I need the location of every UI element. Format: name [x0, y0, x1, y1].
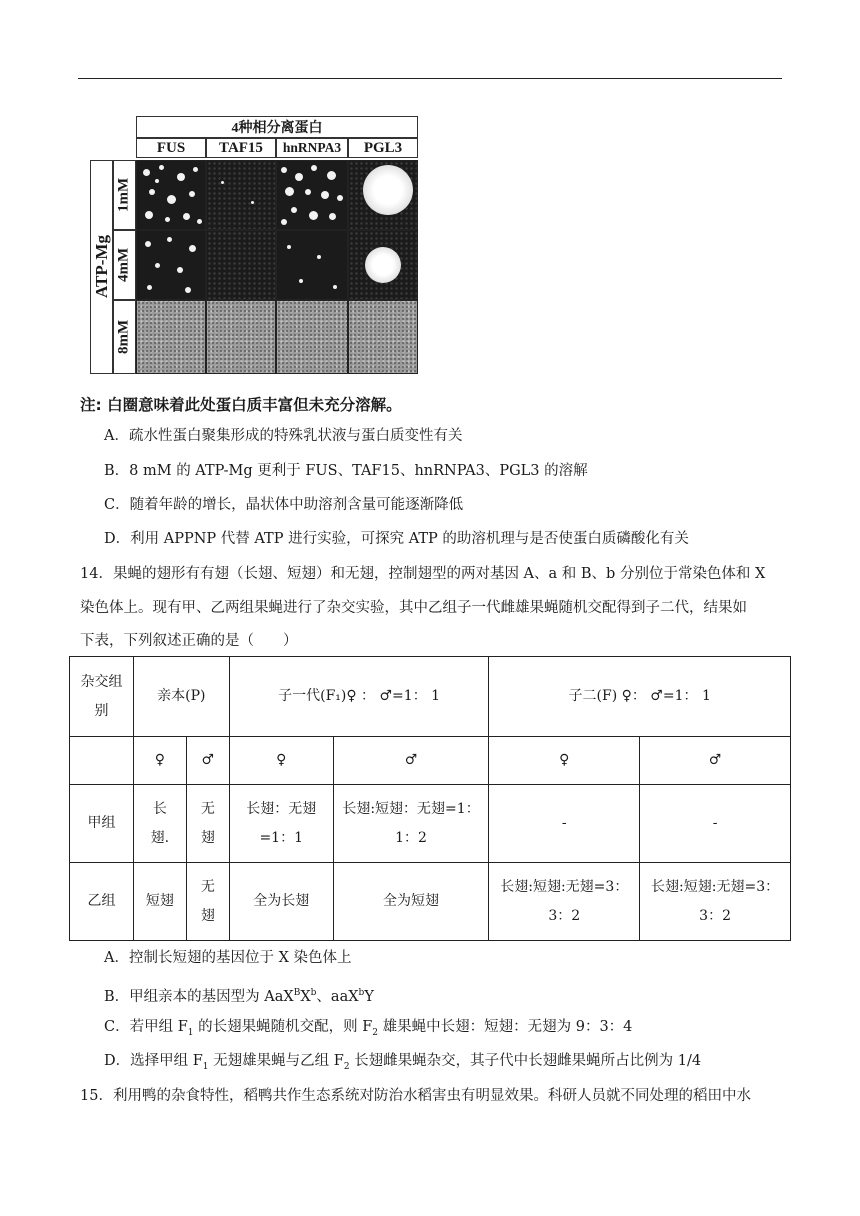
header-f2: 子二(F) ♀： ♂=1： 1: [489, 657, 791, 737]
table-header-row: [70, 657, 791, 737]
q15-stem-line1: 15．利用鸭的杂食特性，稻鸭共作生态系统对防治水稻害虫有明显效果。科研人员就不同处理的稻田中水: [80, 1088, 751, 1104]
row-yi-name: 乙组: [70, 863, 134, 941]
q13-option-c: C．随着年龄的增长，晶状体中助溶剂含量可能逐渐降低: [104, 497, 464, 513]
micrograph-fus-4mm: [136, 230, 206, 300]
jia-p-female: 长 翅.: [133, 785, 186, 863]
q14-stem-line1: 14．果蝇的翅形有有翅（长翅、短翅）和无翅，控制翅型的两对基因 A、a 和 B、b 分别位于常染色体和 X: [80, 566, 766, 582]
table-row: [70, 863, 791, 941]
jia-p-male: 无 翅: [186, 785, 229, 863]
header-parent: 亲本(P): [133, 657, 229, 737]
yi-f2-male: 长翅:短翅:无翅=3： 3：2: [640, 863, 791, 941]
figure-row-1mm: 1mM: [112, 160, 136, 230]
micrograph-pgl3-8mm: [348, 300, 418, 374]
micrograph-hnrnpa3-1mm: [276, 160, 348, 230]
yi-f1-male: 全为短翅: [333, 863, 489, 941]
f1-female-symbol: ♀: [229, 737, 333, 785]
figure-note: 注: 白圈意味着此处蛋白质丰富但未充分溶解。: [80, 396, 402, 414]
header-f1: 子一代(F₁)♀ ： ♂=1： 1: [229, 657, 489, 737]
jia-f1-male: 长翅:短翅：无翅=1： 1：2: [333, 785, 489, 863]
figure-row-group: ATP-Mg: [90, 160, 114, 374]
micrograph-fus-8mm: [136, 300, 206, 374]
row-jia-name: 甲组: [70, 785, 134, 863]
micrograph-fus-1mm: [136, 160, 206, 230]
yi-f1-female: 全为长翅: [229, 863, 333, 941]
jia-f1-female: 长翅：无翅 =1：1: [229, 785, 333, 863]
f2-male-symbol: ♂: [640, 737, 791, 785]
jia-f2-male: -: [640, 785, 791, 863]
figure-col-pgl3: PGL3: [348, 138, 418, 158]
q14-option-c: C．若甲组 $F_1$ 的长翅果蝇随机交配，则 $F_2$ 雄果蝇中长翅：短翅：无翅为 9：3：4: [104, 1019, 633, 1038]
q14-option-a: A．控制长短翅的基因位于 X 染色体上: [104, 950, 352, 966]
p-male-symbol: ♂: [186, 737, 229, 785]
micrograph-hnrnpa3-8mm: [276, 300, 348, 374]
micrograph-taf15-4mm: [206, 230, 276, 300]
figure-col-hnrnpa3: hnRNPA3: [276, 138, 348, 158]
empty-cell: [70, 737, 134, 785]
micrograph-taf15-1mm: [206, 160, 276, 230]
yi-p-female: 短翅: [133, 863, 186, 941]
p-female-symbol: ♀: [133, 737, 186, 785]
q13-option-a: A．疏水性蛋白聚集形成的特殊乳状液与蛋白质变性有关: [104, 428, 463, 444]
header-group: 杂交组 别: [70, 657, 134, 737]
cross-results-table: [69, 656, 791, 941]
jia-f2-female: -: [489, 785, 640, 863]
figure-col-taf15: TAF15: [206, 138, 276, 158]
yi-p-male: 无 翅: [186, 863, 229, 941]
table-sex-row: [70, 737, 791, 785]
q13-option-d: D．利用 APPNP 代替 ATP 进行实验，可探究 ATP 的助溶机理与是否使蛋白质磷酸化有关: [104, 531, 689, 547]
table-row: [70, 785, 791, 863]
header-rule: [78, 78, 782, 79]
figure-group-title: 4种相分离蛋白: [136, 116, 418, 138]
figure-row-4mm: 4mM: [112, 230, 136, 300]
micrograph-hnrnpa3-4mm: [276, 230, 348, 300]
q13-option-b: B．8 mM 的 ATP-Mg 更利于 FUS、TAF15、hnRNPA3、PGL3 的溶解: [104, 463, 588, 479]
yi-f2-female: 长翅:短翅:无翅=3： 3：2: [489, 863, 640, 941]
q14-option-d: D．选择甲组 $F_1$ 无翅雄果蝇与乙组 $F_2$ 长翅雌果蝇杂交，其子代中长翅雌果蝇所占比例为 1/4: [104, 1053, 702, 1072]
q14-stem-line3: 下表，下列叙述正确的是（ ）: [80, 633, 298, 649]
micrograph-pgl3-4mm: [348, 230, 418, 300]
q14-stem-line2: 染色体上。现有甲、乙两组果蝇进行了杂交实验，其中乙组子一代雌雄果蝇随机交配得到子二代，结果如: [80, 600, 747, 616]
f2-female-symbol: ♀: [489, 737, 640, 785]
f1-male-symbol: ♂: [333, 737, 489, 785]
figure-row-8mm: 8mM: [112, 300, 136, 374]
q14-option-b: B．甲组亲本的基因型为 $AaX^BX^b$、aaX$^b$Y: [104, 988, 374, 1005]
figure-col-fus: FUS: [136, 138, 206, 158]
micrograph-taf15-8mm: [206, 300, 276, 374]
micrograph-pgl3-1mm: [348, 160, 418, 230]
phase-separation-figure: [90, 114, 420, 376]
